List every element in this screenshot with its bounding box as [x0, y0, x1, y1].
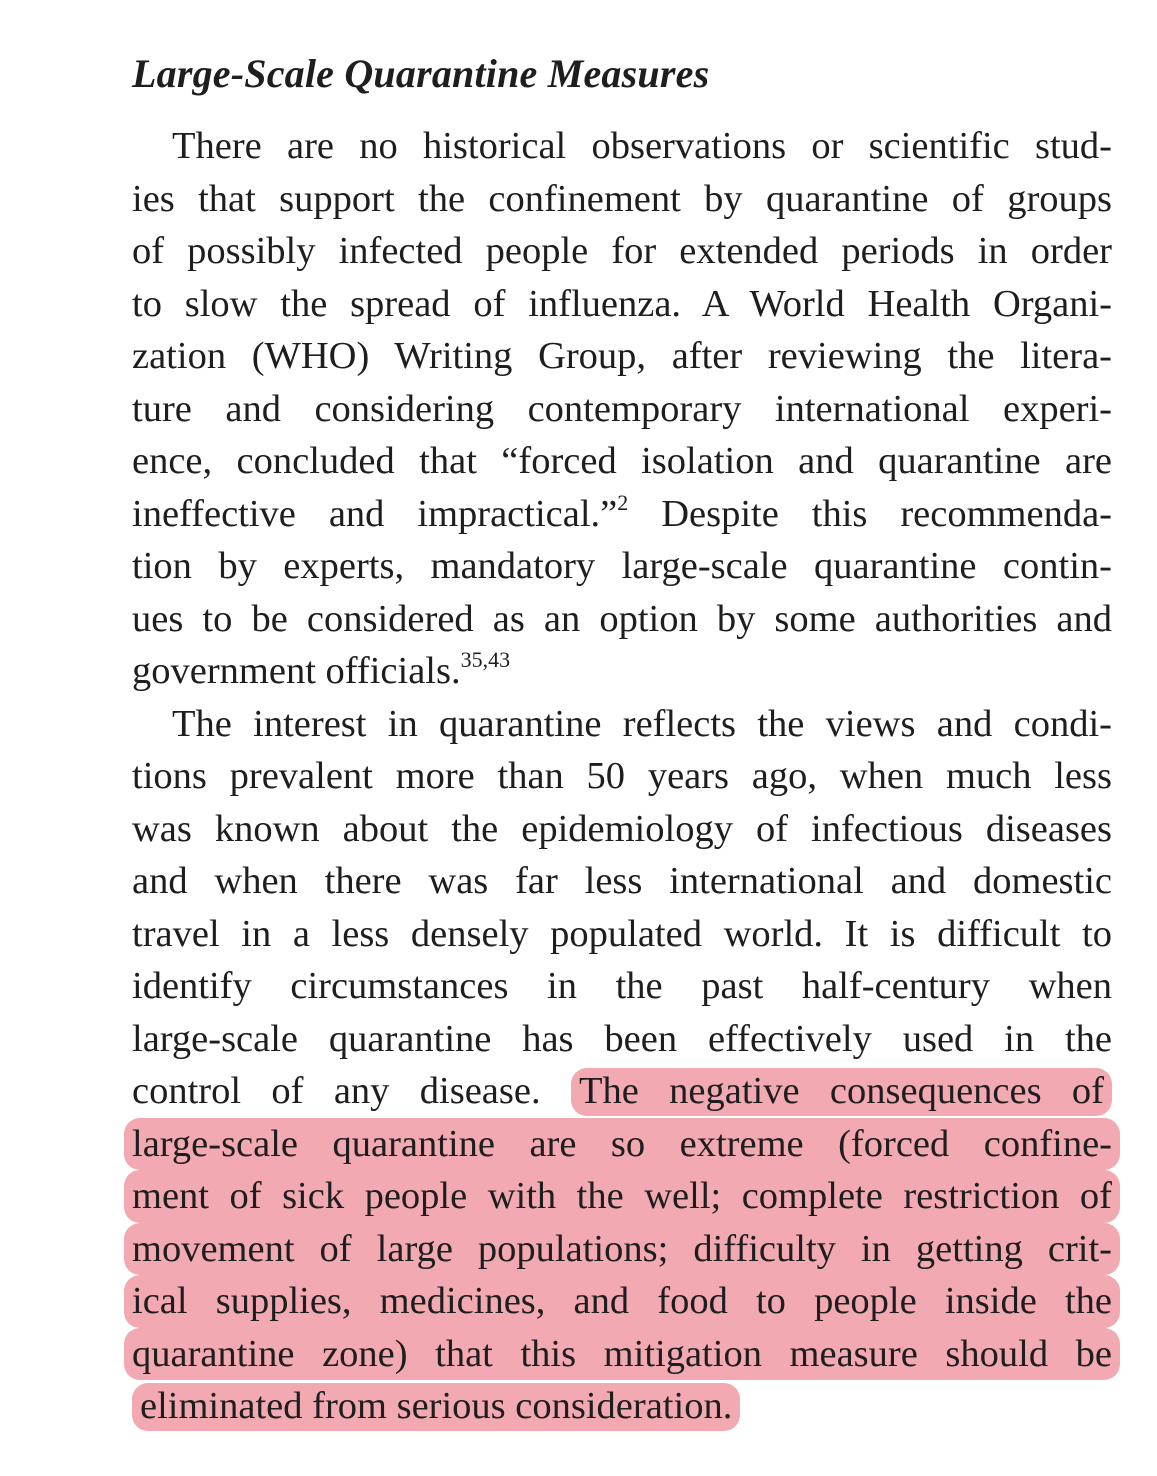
text-line: zation (WHO) Writing Group, after reviewing the litera- — [132, 335, 1112, 377]
text-line: to slow the spread of influenza. A World Health Organi- — [132, 282, 1112, 325]
highlighted-text-line: ical supplies, medicines, and food to people inside the — [124, 1275, 1120, 1328]
text-line: identify circumstances in the past half-century when — [132, 965, 1112, 1007]
highlighted-text-line: quarantine zone) that this mitigation measure should be — [124, 1328, 1120, 1381]
text-line — [132, 645, 1112, 698]
text-line: There are no historical observations or scientific stud- — [172, 125, 1112, 167]
text-line — [132, 1380, 1112, 1433]
highlighted-text-line: large-scale quarantine are so extreme (forced confine- — [124, 1118, 1120, 1171]
paragraph-1 — [132, 120, 1112, 698]
text-line: of possibly infected people for extended periods in order — [132, 230, 1112, 272]
document-page — [132, 44, 1112, 1433]
citation-superscript: 2 — [617, 489, 629, 515]
text-fragment: control of any disease. — [132, 1070, 541, 1112]
text-fragment: ineffective and impractical.” — [132, 492, 618, 535]
highlighted-text-line: movement of large populations; difficulty in getting crit- — [124, 1223, 1120, 1276]
text-line: travel in a less densely populated world. It is difficult to — [132, 912, 1112, 955]
paragraph-2 — [132, 698, 1112, 1433]
text-line: was known about the epidemiology of infectious diseases — [132, 807, 1112, 850]
text-line: ies that support the confinement by quarantine of groups — [132, 177, 1112, 220]
highlighted-text: The negative consequences of — [571, 1068, 1112, 1116]
text-line: The interest in quarantine reflects the views and condi- — [172, 702, 1112, 745]
text-line: ture and considering contemporary international experi- — [132, 387, 1112, 430]
text-line — [132, 1065, 1112, 1118]
text-line: and when there was far less international and domestic — [132, 860, 1112, 902]
section-heading: Large-Scale Quarantine Measures — [132, 51, 710, 96]
text-line: large-scale quarantine has been effectively used in the — [132, 1017, 1112, 1060]
text-fragment: government officials. — [132, 650, 461, 692]
text-line — [132, 488, 1112, 541]
highlighted-text: eliminated from serious consideration. — [132, 1383, 740, 1431]
text-line: tions prevalent more than 50 years ago, when much less — [132, 755, 1112, 797]
text-line: tion by experts, mandatory large-scale quarantine contin- — [132, 545, 1112, 587]
text-line: ues to be considered as an option by some authorities and — [132, 597, 1112, 640]
text-line: ence, concluded that “forced isolation and quarantine are — [132, 440, 1112, 482]
text-fragment: Despite this recommenda- — [628, 492, 1112, 535]
highlighted-text-line: ment of sick people with the well; complete restriction of — [124, 1170, 1120, 1223]
citation-superscript: 35,43 — [460, 647, 511, 672]
